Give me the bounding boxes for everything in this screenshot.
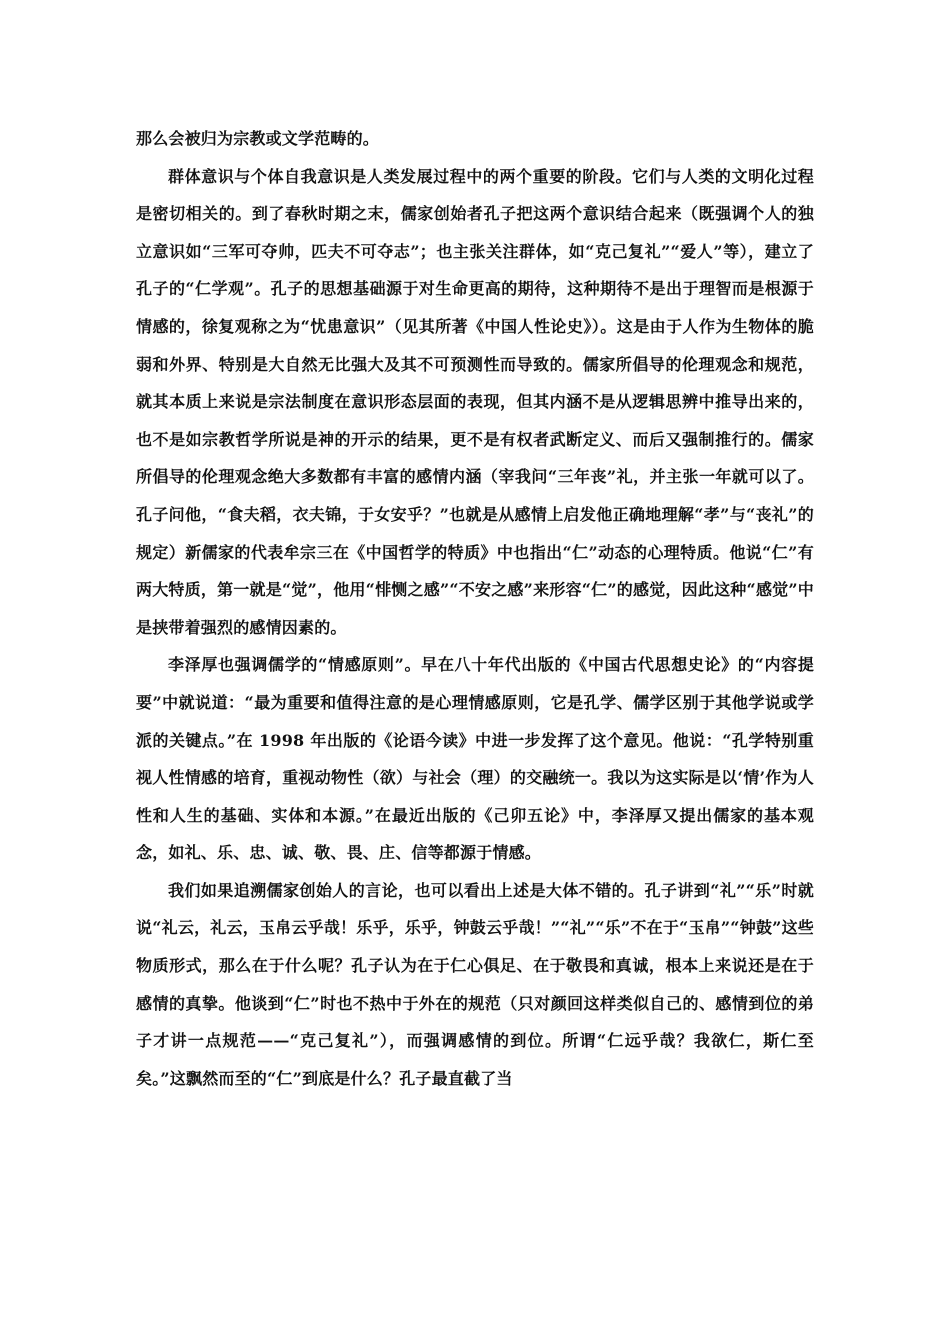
paragraph-li-zehou: 李泽厚也强调儒学的“情感原则”。早在八十年代出版的《中国古代思想史论》的“内容提要”中就说道：“最为重要和值得注意的是心理情感原则，它是孔学、儒学区别于其他学说或学派的关键点。”在 1998 年出版的《论语今读》中进一步发挥了这个意见。他说：“孔学特别重视人性情感的培育，重视动物性（欲）与社会（理）的交融统一。我以为这实际是以‘情’作为人性和人生的基础、实体和本源。”在最近出版的《己卯五论》中，李泽厚又提出儒家的基本观念，如礼、乐、忠、诚、敬、畏、庄、信等都源于情感。 [136,655,814,863]
paragraph-group-consciousness: 群体意识与个体自我意识是人类发展过程中的两个重要的阶段。它们与人类的文明化过程是密切相关的。到了春秋时期之末，儒家创始者孔子把这两个意识结合起来（既强调个人的独立意识如“三军可夺帅，匹夫不可夺志”；也主张关注群体，如“克己复礼”“爱人”等），建立了孔子的“仁学观”。孔子的思想基础源于对生命更高的期待，这种期待不是出于理智而是根源于情感的，徐复观称之为“忧患意识”（见其所著《中国人性论史》）。这是由于人作为生物体的脆弱和外界、特别是大自然无比强大及其不可预测性而导致的。儒家所倡导的伦理观念和规范，就其本质上来说是宗法制度在意识形态层面的表现，但其内涵不是从逻辑思辨中推导出来的，也不是如宗教哲学所说是神的开示的结果，更不是有权者武断定义、而后又强制推行的。儒家所倡导的伦理观念绝大多数都有丰富的感情内涵（宰我问“三年丧”礼，并主张一年就可以了。孔子问他，“食夫稻，衣夫锦，于女安乎？”也就是从感情上启发他正确地理解“孝”与“丧礼”的规定）新儒家的代表牟宗三在《中国哲学的特质》中也指出“仁”动态的心理特质。他说“仁”有两大特质，第一就是“觉”，他用“悱恻之感”“不安之感”来形容“仁”的感觉，因此这种“感觉”中是挟带着强烈的感情因素的。 [136,166,814,637]
paragraph-confucius-sayings: 我们如果追溯儒家创始人的言论，也可以看出上述是大体不错的。孔子讲到“礼”“乐”时就说“礼云，礼云，玉帛云乎哉！乐乎，乐乎，钟鼓云乎哉！”“礼”“乐”不在于“玉帛”“钟鼓”这些物质形式，那么在于什么呢？孔子认为在于仁心俱足、在于敬畏和真诚，根本上来说还是在于感情的真挚。他谈到“仁”时也不热中于外在的规范（只对颜回这样类似自己的、感情到位的弟子才讲一点规范——“克己复礼”），而强调感情的到位。所谓“仁远乎哉？我欲仁，斯仁至矣。”这飘然而至的“仁”到底是什么？孔子最直截了当 [136,880,814,1088]
paragraph-continuation: 那么会被归为宗教或文学范畴的。 [136,129,380,148]
document-page [136,120,814,1097]
